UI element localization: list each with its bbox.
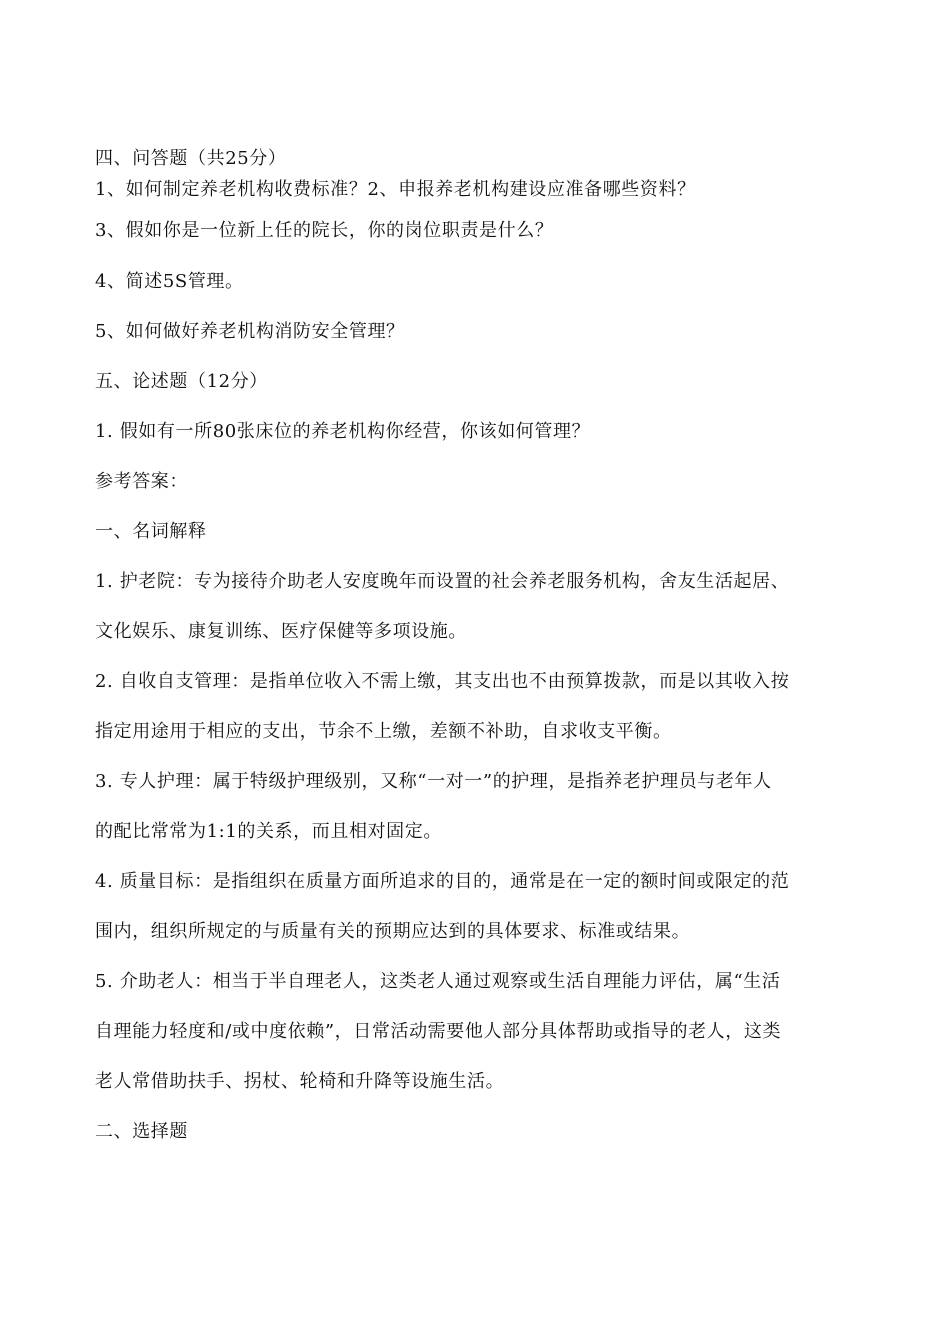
answer-heading: 参考答案： xyxy=(95,471,188,492)
question-line: 5、如何做好养老机构消防安全管理？ xyxy=(95,321,405,342)
question-line: 3、假如你是一位新上任的院长，你的岗位职责是什么？ xyxy=(95,220,554,241)
subsection-heading: 二、选择题 xyxy=(95,1121,188,1142)
answer-line: 3. 专人护理：属于特级护理级别，又称“一对一”的护理，是指养老护理员与老年人 xyxy=(95,771,772,792)
question-line: 4、简述5S管理。 xyxy=(95,271,244,292)
answer-line: 5. 介助老人：相当于半自理老人，这类老人通过观察或生活自理能力评估，属“生活 xyxy=(95,971,781,992)
answer-line: 老人常借助扶手、拐杖、轮椅和升降等设施生活。 xyxy=(95,1071,505,1092)
answer-line: 文化娱乐、康复训练、医疗保健等多项设施。 xyxy=(95,621,467,642)
answer-line: 1. 护老院：专为接待介助老人安度晚年而设置的社会养老服务机构，舍友生活起居、 xyxy=(95,571,790,592)
question-line: 1、如何制定养老机构收费标准？2、申报养老机构建设应准备哪些资料？ xyxy=(95,179,696,200)
answer-line: 自理能力轻度和/或中度依赖”，日常活动需要他人部分具体帮助或指导的老人，这类 xyxy=(95,1021,782,1042)
section-heading-4: 四、问答题（共25分） xyxy=(95,148,287,169)
answer-line: 的配比常常为1:1的关系，而且相对固定。 xyxy=(95,821,442,842)
answer-line: 2. 自收自支管理：是指单位收入不需上缴，其支出也不由预算拨款，而是以其收入按 xyxy=(95,671,790,692)
answer-line: 指定用途用于相应的支出，节余不上缴，差额不补助，自求收支平衡。 xyxy=(95,721,672,742)
question-line: 1. 假如有一所80张床位的养老机构你经营，你该如何管理？ xyxy=(95,421,591,442)
answer-line: 4. 质量目标：是指组织在质量方面所追求的目的，通常是在一定的额时间或限定的范 xyxy=(95,871,790,892)
section-heading-5: 五、论述题（12分） xyxy=(95,371,268,392)
answer-line: 围内，组织所规定的与质量有关的预期应达到的具体要求、标准或结果。 xyxy=(95,921,691,942)
subsection-heading: 一、名词解释 xyxy=(95,521,207,542)
